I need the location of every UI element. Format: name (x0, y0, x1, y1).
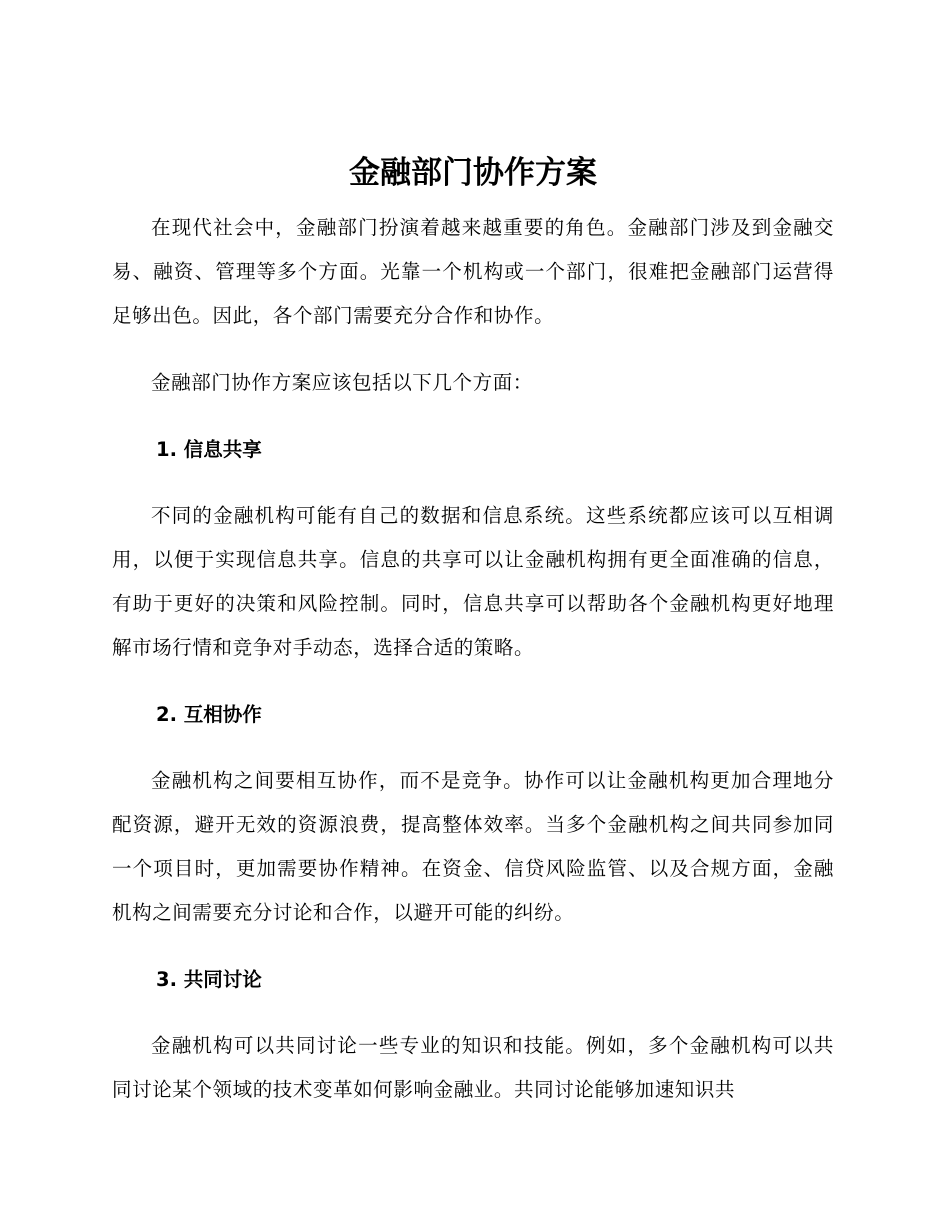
lead-paragraph: 金融部门协作方案应该包括以下几个方面： (151, 371, 533, 394)
section-body-info-sharing: 不同的金融机构可能有自己的数据和信息系统。这些系统都应该可以互相调用，以便于实现信息共享。信息的共享可以让金融机构拥有更全面准确的信息，有助于更好的决策和风险控制。同时，信息共享可以帮助各个金融机构更好地理解市场行情和竞争对手动态，选择合适的策略。 (112, 504, 834, 659)
intro-paragraph: 在现代社会中，金融部门扮演着越来越重要的角色。金融部门涉及到金融交易、融资、管理等多个方面。光靠一个机构或一个部门，很难把金融部门运营得足够出色。因此，各个部门需要充分合作和协作。 (112, 216, 834, 327)
section-heading-mutual-collaboration: 2. 互相协作 (156, 703, 262, 726)
document-title: 金融部门协作方案 (349, 155, 597, 191)
section-body-joint-discussion: 金融机构可以共同讨论一些专业的知识和技能。例如，多个金融机构可以共同讨论某个领域的技术变革如何影响金融业。共同讨论能够加速知识共 (112, 1034, 834, 1101)
section-heading-joint-discussion: 3. 共同讨论 (156, 968, 262, 991)
document-page (112, 150, 834, 1135)
section-heading-info-sharing: 1. 信息共享 (156, 438, 262, 461)
section-body-mutual-collaboration: 金融机构之间要相互协作，而不是竞争。协作可以让金融机构更加合理地分配资源，避开无效的资源浪费，提高整体效率。当多个金融机构之间共同参加同一个项目时，更加需要协作精神。在资金、信贷风险监管、以及合规方面，金融机构之间需要充分讨论和合作，以避开可能的纠纷。 (112, 769, 834, 924)
